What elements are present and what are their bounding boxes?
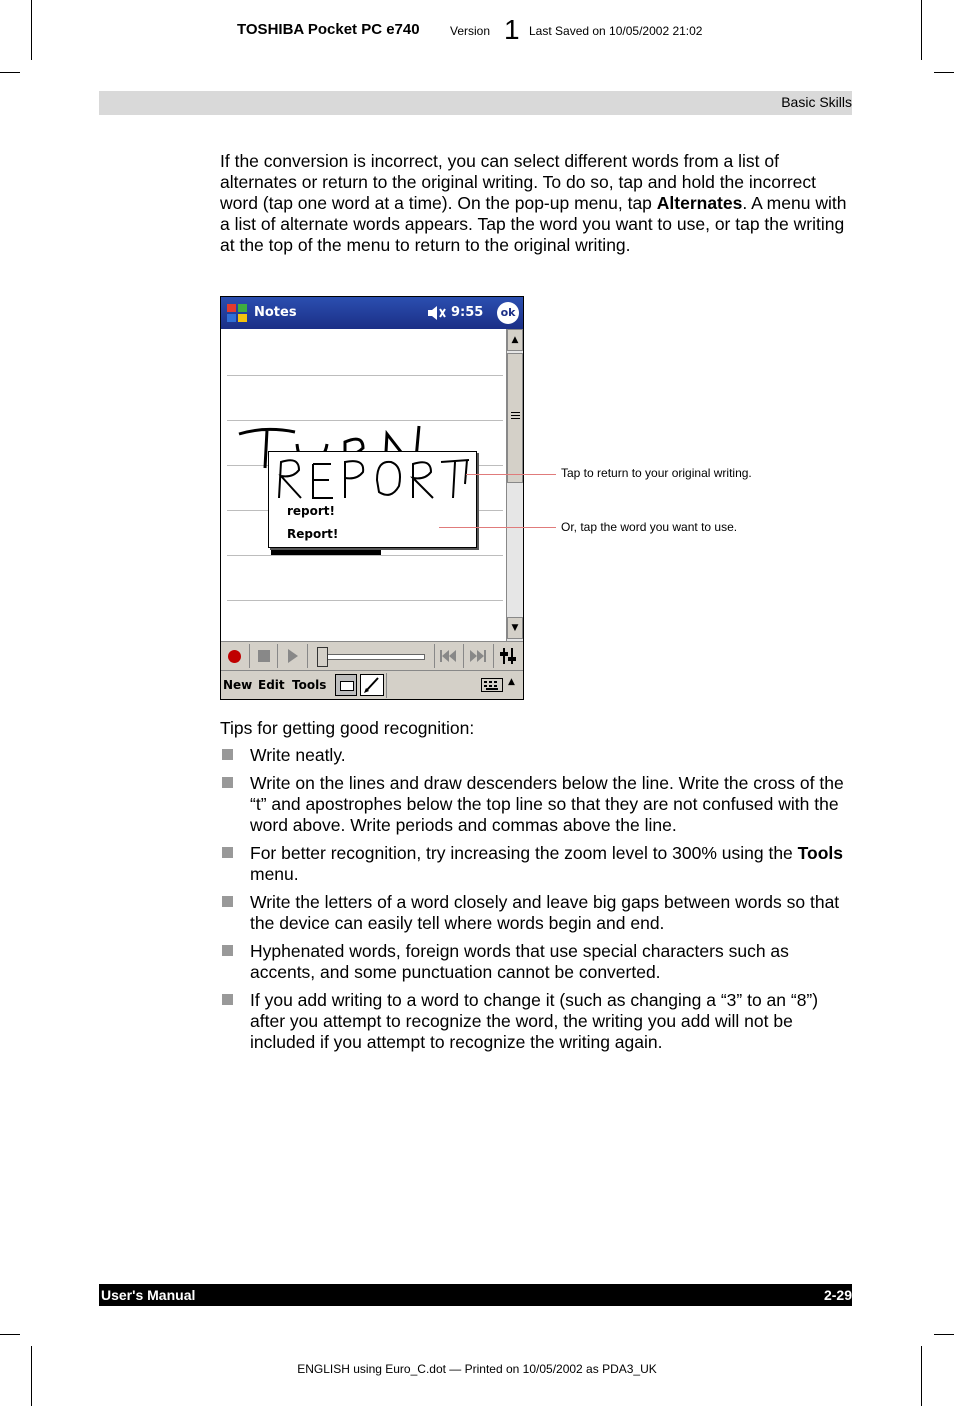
crop-mark xyxy=(31,1346,32,1406)
intro-text: If the conversion is incorrect, you can select different words from a list of alternates or return to the original writing. To do so, tap and hold the incorrect word (tap one word at a time). On the pop-up menu, tap xyxy=(220,151,816,213)
keyboard-icon[interactable] xyxy=(481,678,503,692)
bullet xyxy=(222,896,233,907)
skip-forward-icon[interactable] xyxy=(469,649,487,663)
tip-text: Hyphenated words, foreign words that use special characters such as accents, and some punctuation cannot be converted. xyxy=(250,941,789,982)
document-header xyxy=(0,14,954,45)
volume-mixer-icon[interactable] xyxy=(498,647,518,665)
section-bar xyxy=(99,91,852,115)
ruled-line xyxy=(227,600,503,601)
bullet xyxy=(222,994,233,1005)
pen-icon[interactable] xyxy=(360,674,384,696)
windows-start-icon[interactable] xyxy=(225,302,249,324)
bullet xyxy=(222,945,233,956)
callout-original-writing: Tap to return to your original writing. xyxy=(561,466,752,480)
last-saved: Last Saved on 10/05/2002 21:02 xyxy=(529,24,703,38)
list-item xyxy=(220,892,852,934)
print-info: ENGLISH using Euro_C.dot — Printed on 10/05/2002 as PDA3_UK xyxy=(297,1362,657,1376)
crop-mark xyxy=(934,1334,954,1335)
callout-line xyxy=(466,474,556,475)
menu-bar xyxy=(221,670,523,700)
tips-list xyxy=(220,745,852,1060)
pocket-pc-screenshot xyxy=(220,296,524,700)
version-number: 1 xyxy=(504,14,520,45)
section-title: Basic Skills xyxy=(781,94,852,110)
list-item xyxy=(220,941,852,983)
stop-icon[interactable] xyxy=(258,650,270,662)
list-item xyxy=(220,843,852,885)
app-title: Notes xyxy=(254,305,297,320)
menu-tools[interactable]: Tools xyxy=(292,678,327,692)
clock[interactable]: 9:55 xyxy=(451,305,484,320)
intro-paragraph xyxy=(220,151,852,256)
crop-mark xyxy=(0,72,20,73)
speaker-icon[interactable] xyxy=(427,305,447,321)
menu-edit[interactable]: Edit xyxy=(258,678,285,692)
tip-text: For better recognition, try increasing the zoom level to 300% using the xyxy=(250,843,798,863)
intro-text-2: . A menu with a list of alternate words appears. Tap the word you want to use, or tap the writing at the top of the menu to return to the original writing. xyxy=(220,193,847,255)
intro-bold: Alternates xyxy=(656,193,743,213)
recognizer-icon[interactable] xyxy=(335,674,357,696)
alternate-item[interactable]: Report! xyxy=(287,527,339,541)
tip-text: Write on the lines and draw descenders below the line. Write the cross of the “t” and apostrophes below the top line so that they are not confused with the word above. Write periods and commas above the line. xyxy=(250,773,844,835)
recording-toolbar xyxy=(221,641,523,671)
alternate-item[interactable]: report! xyxy=(287,504,336,518)
callout-alternate-word: Or, tap the word you want to use. xyxy=(561,520,738,534)
original-writing[interactable] xyxy=(273,454,471,500)
original-writing-label: REPORT! xyxy=(273,454,278,455)
crop-mark xyxy=(921,1346,922,1406)
tips-heading: Tips for getting good recognition: xyxy=(220,718,475,738)
version-label: Version xyxy=(450,24,491,38)
crop-mark xyxy=(0,1334,20,1335)
list-item xyxy=(220,990,852,1053)
alternates-popup xyxy=(268,451,477,548)
record-icon[interactable] xyxy=(228,650,241,663)
slider-thumb[interactable] xyxy=(317,647,328,667)
scroll-up-button[interactable]: ▲ xyxy=(507,329,523,351)
tip-text: If you add writing to a word to change it (such as changing a “3” to an “8”) after you attempt to recognize the word, the writing you add will not be included if you attempt to recognize the writing again. xyxy=(250,990,819,1052)
skip-back-icon[interactable] xyxy=(439,649,457,663)
callout-line xyxy=(439,527,556,528)
page-number: 2-29 xyxy=(823,1287,852,1303)
scroll-down-button[interactable]: ▼ xyxy=(507,617,523,639)
footer-title: User's Manual xyxy=(101,1287,196,1303)
audio-slider[interactable] xyxy=(319,654,425,660)
input-selector-arrow-icon[interactable]: ▲ xyxy=(508,677,515,687)
product-name: TOSHIBA Pocket PC e740 xyxy=(237,21,420,38)
handwriting-turn-label: TuRN xyxy=(235,422,238,423)
bullet xyxy=(222,749,233,760)
play-icon[interactable] xyxy=(287,648,299,664)
crop-mark xyxy=(934,72,954,73)
tip-bold: Tools xyxy=(797,843,844,863)
tip-text: menu. xyxy=(250,864,299,884)
bullet xyxy=(222,777,233,788)
footer-bar xyxy=(99,1284,852,1306)
list-item xyxy=(220,745,852,766)
tip-text: Write neatly. xyxy=(250,745,346,765)
ok-button[interactable]: ok xyxy=(497,302,519,324)
ruled-line xyxy=(227,375,503,376)
menu-new[interactable]: New xyxy=(223,678,253,692)
title-bar xyxy=(221,297,523,329)
tip-text: Write the letters of a word closely and leave big gaps between words so that the device can easily tell where words begin and end. xyxy=(250,892,840,933)
scroll-thumb[interactable] xyxy=(507,353,523,483)
vertical-scrollbar[interactable] xyxy=(506,329,524,641)
ruled-line xyxy=(227,555,503,556)
ruled-line xyxy=(227,420,503,421)
list-item xyxy=(220,773,852,836)
bullet xyxy=(222,847,233,858)
